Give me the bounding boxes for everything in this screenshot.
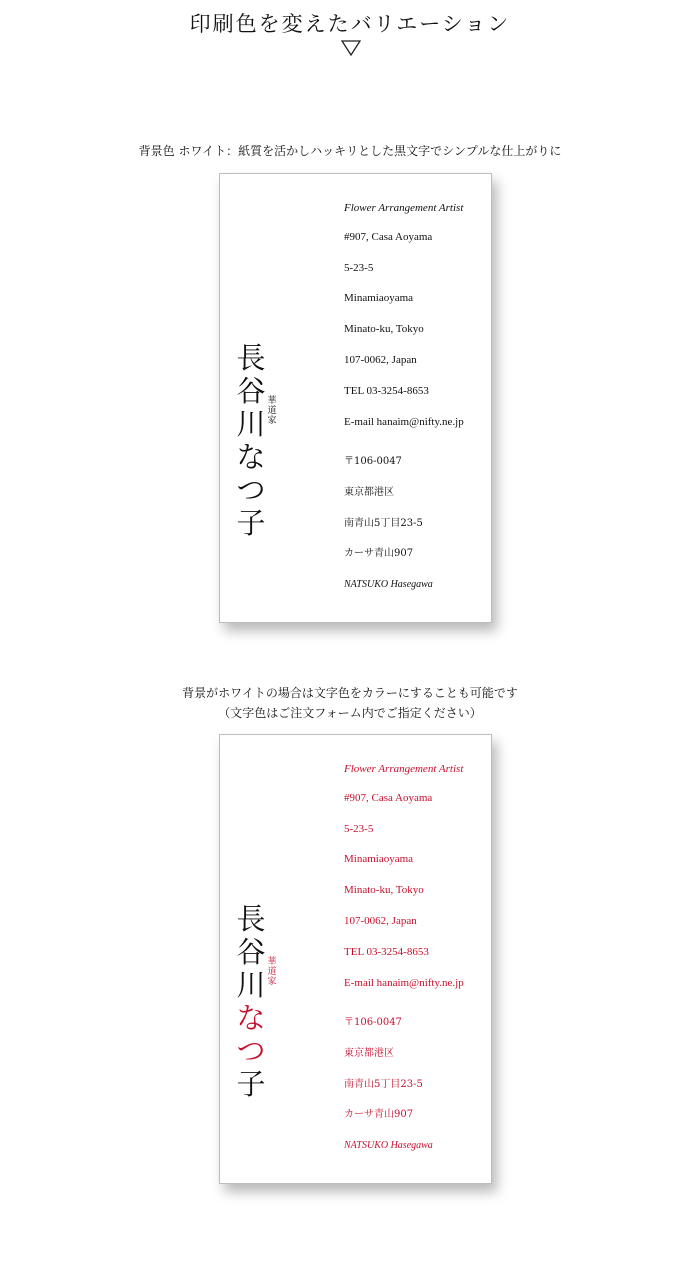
address-line: 5-23-5 [344, 262, 374, 274]
address-line: #907, Casa Aoyama [344, 231, 433, 243]
role-char: 道 [267, 406, 277, 416]
address-line: Minato-ku, Tokyo [344, 323, 424, 335]
business-card-red [219, 734, 492, 1184]
name-char: 谷 [236, 374, 266, 408]
name-char: な [236, 440, 266, 474]
caption-color-text: 背景がホワイトの場合は文字色をカラーにすることも可能です [182, 686, 518, 700]
jp-address-line: 〒106-0047 [344, 456, 402, 467]
address-line: 5-23-5 [344, 823, 374, 835]
name-char: 子 [236, 1067, 266, 1101]
caption-white-background: 背景色 ホワイト：紙質を活かしハッキリとした黒文字でシンプルな仕上がりに [138, 144, 562, 158]
card-role-vertical [266, 396, 278, 426]
card-name-vertical [234, 342, 268, 540]
name-char-accent: な [236, 1001, 266, 1035]
jp-address-line: 南青山5丁目23-5 [344, 518, 423, 529]
name-char: 長 [236, 341, 266, 375]
name-char: 谷 [236, 935, 266, 969]
down-triangle-icon [341, 40, 361, 56]
role-char: 道 [267, 967, 277, 977]
name-char: 川 [236, 407, 266, 441]
jp-address-line: 〒106-0047 [344, 1017, 402, 1028]
address-line: Minamiaoyama [344, 853, 414, 865]
page-title: 印刷色を変えたバリエーション [189, 12, 511, 36]
address-line: Minato-ku, Tokyo [344, 884, 424, 896]
phone-line: TEL 03-3254-8653 [344, 946, 429, 958]
name-char: 子 [236, 506, 266, 540]
name-char: 川 [236, 968, 266, 1002]
role-char: 華 [267, 396, 277, 406]
name-char: 長 [236, 902, 266, 936]
address-line: 107-0062, Japan [344, 354, 417, 366]
role-char: 家 [267, 977, 277, 987]
caption-color-note: （文字色はご注文フォーム内でご指定ください） [218, 706, 482, 720]
card-title-line: Flower Arrangement Artist [344, 202, 464, 214]
jp-address-line: 南青山5丁目23-5 [344, 1079, 423, 1090]
name-char: つ [236, 473, 266, 507]
email-line: E-mail hanaim@nifty.ne.jp [344, 977, 464, 989]
card-signature: NATSUKO Hasegawa [344, 1140, 433, 1151]
jp-address-line: カーサ青山907 [344, 1109, 414, 1120]
card-role-vertical [266, 957, 278, 987]
address-line: Minamiaoyama [344, 292, 414, 304]
jp-address-line: 東京都港区 [344, 1048, 394, 1059]
role-char: 家 [267, 416, 277, 426]
card-signature: NATSUKO Hasegawa [344, 579, 433, 590]
name-char-accent: つ [236, 1034, 266, 1068]
card-name-vertical [234, 903, 268, 1101]
business-card-black [219, 173, 492, 623]
role-char: 華 [267, 957, 277, 967]
jp-address-line: カーサ青山907 [344, 548, 414, 559]
jp-address-line: 東京都港区 [344, 487, 394, 498]
phone-line: TEL 03-3254-8653 [344, 385, 429, 397]
address-line: 107-0062, Japan [344, 915, 417, 927]
card-title-line: Flower Arrangement Artist [344, 763, 464, 775]
email-line: E-mail hanaim@nifty.ne.jp [344, 416, 464, 428]
address-line: #907, Casa Aoyama [344, 792, 433, 804]
